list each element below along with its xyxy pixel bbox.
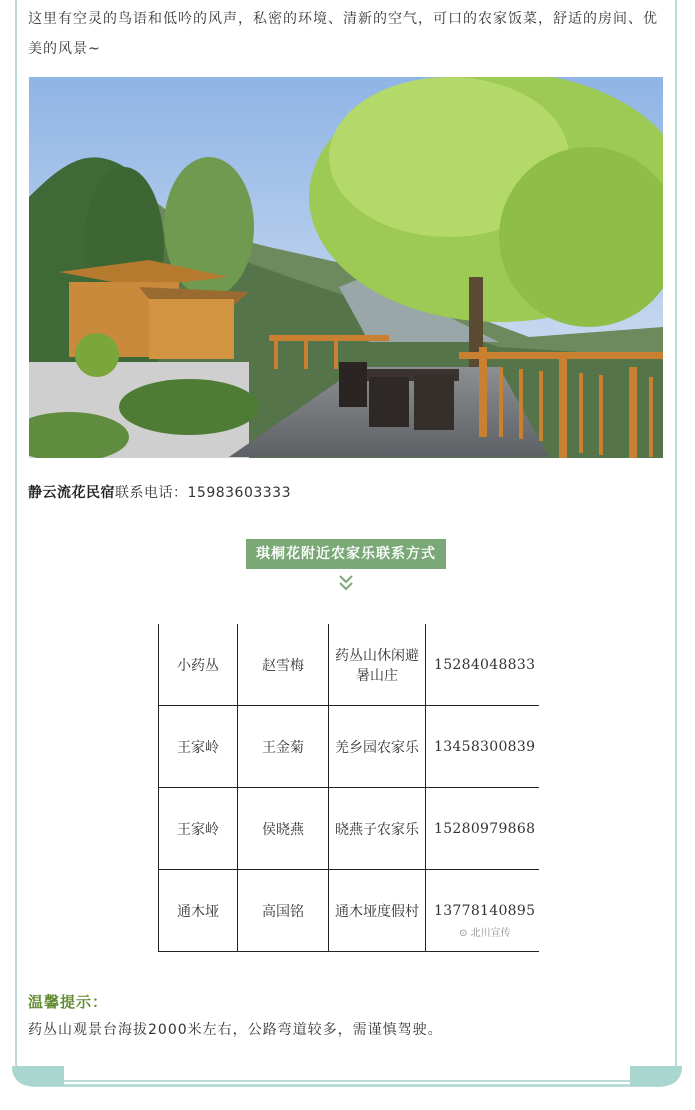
phone-cell[interactable]: 15280979868 xyxy=(426,788,540,870)
terrace-scene-image xyxy=(29,77,663,458)
section-title: 琪桐花附近农家乐联系方式 xyxy=(246,539,446,569)
frame-bottom-border xyxy=(14,1066,680,1087)
phone-cell[interactable]: 13778140895 xyxy=(426,870,540,952)
table-row xyxy=(159,706,540,788)
person-cell: 侯晓燕 xyxy=(238,788,329,870)
phone-cell[interactable]: 13458300839 xyxy=(426,706,540,788)
person-cell: 赵雪梅 xyxy=(238,624,329,706)
venue-cell: 晓燕子农家乐 xyxy=(329,788,426,870)
frame-corner-left xyxy=(12,1066,64,1086)
guesthouse-contact xyxy=(28,482,291,502)
watermark-text: 北川宣传 xyxy=(470,928,511,939)
intro-paragraph: 这里有空灵的鸟语和低吟的风声，私密的环境、清新的空气，可口的农家饭菜，舒适的房间、优美的风景~ xyxy=(28,11,658,57)
farmstay-contacts-table xyxy=(158,624,539,952)
table-row xyxy=(159,788,540,870)
place-cell: 通木垭 xyxy=(159,870,238,952)
guesthouse-photo[interactable] xyxy=(29,77,663,458)
guesthouse-name: 静云流花民宿 xyxy=(28,485,115,501)
place-cell: 王家岭 xyxy=(159,706,238,788)
phone-label: 联系电话： xyxy=(115,485,188,501)
place-cell: 王家岭 xyxy=(159,788,238,870)
place-cell: 小药丛 xyxy=(159,624,238,706)
venue-cell: 羌乡园农家乐 xyxy=(329,706,426,788)
tip-text: 药丛山观景台海拔2000米左右，公路弯道较多，需谨慎驾驶。 xyxy=(28,1022,443,1038)
person-cell: 王金菊 xyxy=(238,706,329,788)
venue-cell: 通木垭度假村 xyxy=(329,870,426,952)
person-cell: 高国铭 xyxy=(238,870,329,952)
phone-cell[interactable]: 15284048833 xyxy=(426,624,540,706)
watermark xyxy=(459,924,511,939)
table-row xyxy=(159,624,540,706)
double-chevron-down-icon xyxy=(338,574,354,592)
tip-heading: 温馨提示： xyxy=(28,993,109,1011)
table-row xyxy=(159,870,540,952)
frame-corner-right xyxy=(630,1066,682,1086)
wechat-icon: ⊙ xyxy=(459,928,468,939)
venue-cell: 药丛山休闲避暑山庄 xyxy=(329,624,426,706)
guesthouse-phone[interactable]: 15983603333 xyxy=(187,485,291,501)
